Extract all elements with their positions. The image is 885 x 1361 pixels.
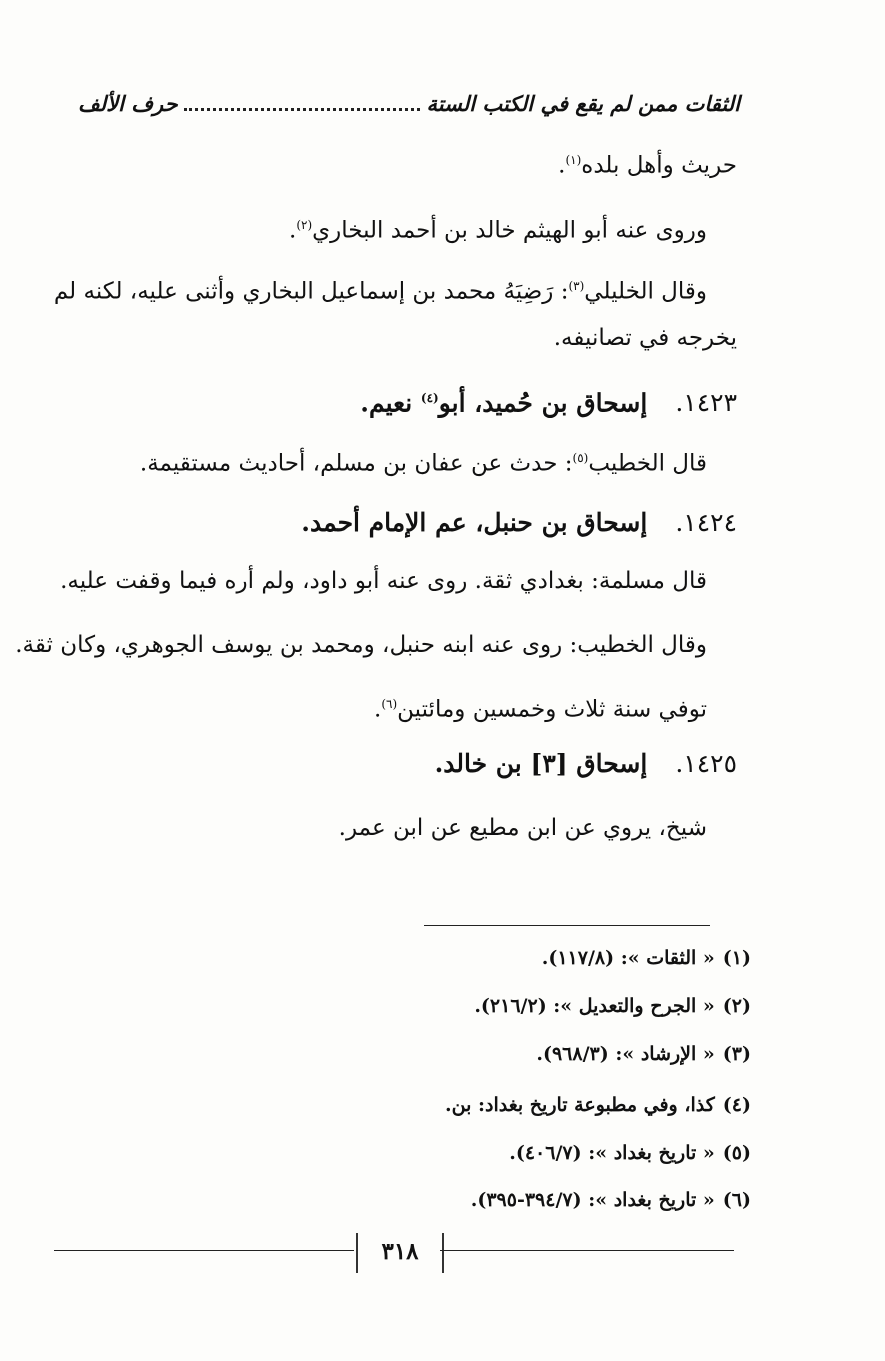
- footnote-4: (٤)كذا، وفي مطبوعة تاريخ بغداد: بن.: [444, 1094, 751, 1116]
- footnote-1: (١)« الثقات »: (١١٧/٨).: [541, 947, 751, 969]
- entry-heading-1423: ١٤٢٣.إسحاق بن حُميد، أبو$^{(٤)}$ نعيم.: [360, 388, 737, 418]
- text-line-5: قال الخطيب$^{(٥)}$: حدث عن عفان بن مسلم، أحاديث مستقيمة.: [139, 450, 707, 477]
- running-header: [78, 86, 740, 120]
- entry-number: ١٤٢٣.: [675, 388, 737, 418]
- page-number: ٣١٨: [356, 1233, 444, 1273]
- footnote-3: (٣)« الإرشاد »: (٩٦٨/٣).: [536, 1043, 751, 1065]
- footer-rule-left: [54, 1250, 354, 1251]
- header-section: حرف الألف: [78, 90, 178, 116]
- text-line-9: شيخ، يروي عن ابن مطيع عن ابن عمر.: [338, 815, 707, 841]
- footnote-ref-1[interactable]: (١): [565, 153, 582, 167]
- footnote-ref-6[interactable]: (٦): [381, 697, 398, 711]
- footnote-separator: [424, 925, 710, 926]
- footer-rule-right: [440, 1250, 734, 1251]
- text-line-4: يخرجه في تصانيفه.: [553, 325, 737, 351]
- footnote-2: (٢)« الجرح والتعديل »: (٢١٦/٢).: [474, 995, 751, 1017]
- entry-heading-1424: ١٤٢٤.إسحاق بن حنبل، عم الإمام أحمد.: [301, 508, 737, 537]
- text-line-3: وقال الخليلي$^{(٣)}$: رَضِيَهُ محمد بن إسماعيل البخاري وأثنى عليه، لكنه لم: [53, 278, 707, 305]
- header-dot-leader: [184, 96, 421, 111]
- footnote-5: (٥)« تاريخ بغداد »: (٤٠٦/٧).: [509, 1142, 751, 1164]
- entry-number: ١٤٢٥.: [675, 749, 737, 778]
- footnote-ref-3[interactable]: (٣): [568, 279, 585, 293]
- footnote-ref-2[interactable]: (٢): [296, 218, 313, 232]
- text-line-7: وقال الخطيب: روى عنه ابنه حنبل، ومحمد بن يوسف الجوهري، وكان ثقة.: [15, 632, 707, 658]
- footnote-ref-4[interactable]: (٤): [420, 391, 439, 405]
- entry-number: ١٤٢٤.: [675, 508, 737, 537]
- footnote-ref-5[interactable]: (٥): [572, 451, 589, 465]
- footnote-6: (٦)« تاريخ بغداد »: (٣٩٤/٧-٣٩٥).: [470, 1189, 751, 1211]
- text-line-8: توفي سنة ثلاث وخمسين ومائتين$^{(٦)}$.: [374, 696, 707, 723]
- text-line-6: قال مسلمة: بغدادي ثقة. روى عنه أبو داود، ولم أره فيما وقفت عليه.: [60, 568, 707, 594]
- entry-heading-1425: ١٤٢٥.إسحاق [٣] بن خالد.: [434, 749, 737, 778]
- text-line-1: حريث وأهل بلده$^{(١)}$.: [558, 152, 737, 179]
- header-book-title: الثقات ممن لم يقع في الكتب الستة: [426, 90, 740, 116]
- text-line-2: وروى عنه أبو الهيثم خالد بن أحمد البخاري$^{(٢)}$.: [289, 217, 707, 244]
